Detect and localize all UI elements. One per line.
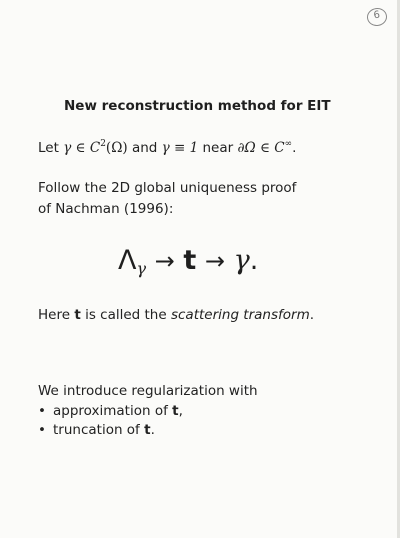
- assumption-line: [38, 140, 296, 156]
- here-t-symbol: t: [74, 307, 81, 323]
- bullet-t-symbol: t: [144, 422, 151, 438]
- bullet-item: [38, 403, 183, 419]
- bullet-text: truncation of: [53, 422, 145, 438]
- intro-line: We introduce regularization with: [38, 383, 258, 399]
- class-exponent: 2: [100, 139, 106, 149]
- bullet-marker: •: [38, 422, 46, 438]
- reconstruction-formula: [118, 245, 258, 278]
- boundary-text: ∂Ω ∈: [237, 140, 275, 156]
- scattering-transform-term: scattering transform: [170, 307, 310, 323]
- bullet-marker: •: [38, 403, 46, 419]
- arrow-2: →: [204, 247, 225, 275]
- page-number-text: 6: [372, 9, 381, 22]
- near-text: near: [198, 140, 238, 156]
- formula-period: .: [249, 245, 259, 276]
- arrow-1: →: [154, 247, 175, 275]
- gamma-symbol: γ: [233, 245, 250, 276]
- assumption-lead: Let: [38, 140, 59, 156]
- follow-line-1: Follow the 2D global uniqueness proof: [38, 180, 297, 196]
- bullet-item: [38, 422, 155, 438]
- here-middle: is called the: [80, 307, 171, 323]
- gamma-in-text: γ ∈: [63, 140, 90, 156]
- lambda-subscript: γ: [136, 259, 147, 278]
- lambda-symbol: Λ: [118, 245, 137, 276]
- here-suffix: .: [309, 307, 315, 323]
- bullet-text: approximation of: [53, 403, 173, 419]
- here-prefix: Here: [38, 307, 75, 323]
- slide-title: New reconstruction method for EIT: [64, 98, 331, 114]
- bullet-t-symbol: t: [172, 403, 179, 419]
- smooth-exponent: ∞: [284, 139, 293, 149]
- follow-line-2: of Nachman (1996):: [38, 201, 174, 217]
- assumption-period: .: [292, 140, 297, 156]
- here-line: [38, 307, 314, 323]
- smooth-c-text: C: [274, 140, 285, 156]
- bullet-punct: ,: [178, 403, 183, 419]
- bullet-punct: .: [150, 422, 155, 438]
- class-c-text: C: [89, 140, 101, 156]
- scattering-t-symbol: t: [183, 245, 197, 276]
- gamma-equiv-text: γ ≡ 1: [161, 140, 199, 156]
- page-number-mark: [365, 6, 390, 29]
- and-text: and: [127, 140, 162, 156]
- domain-text: (Ω): [105, 140, 128, 156]
